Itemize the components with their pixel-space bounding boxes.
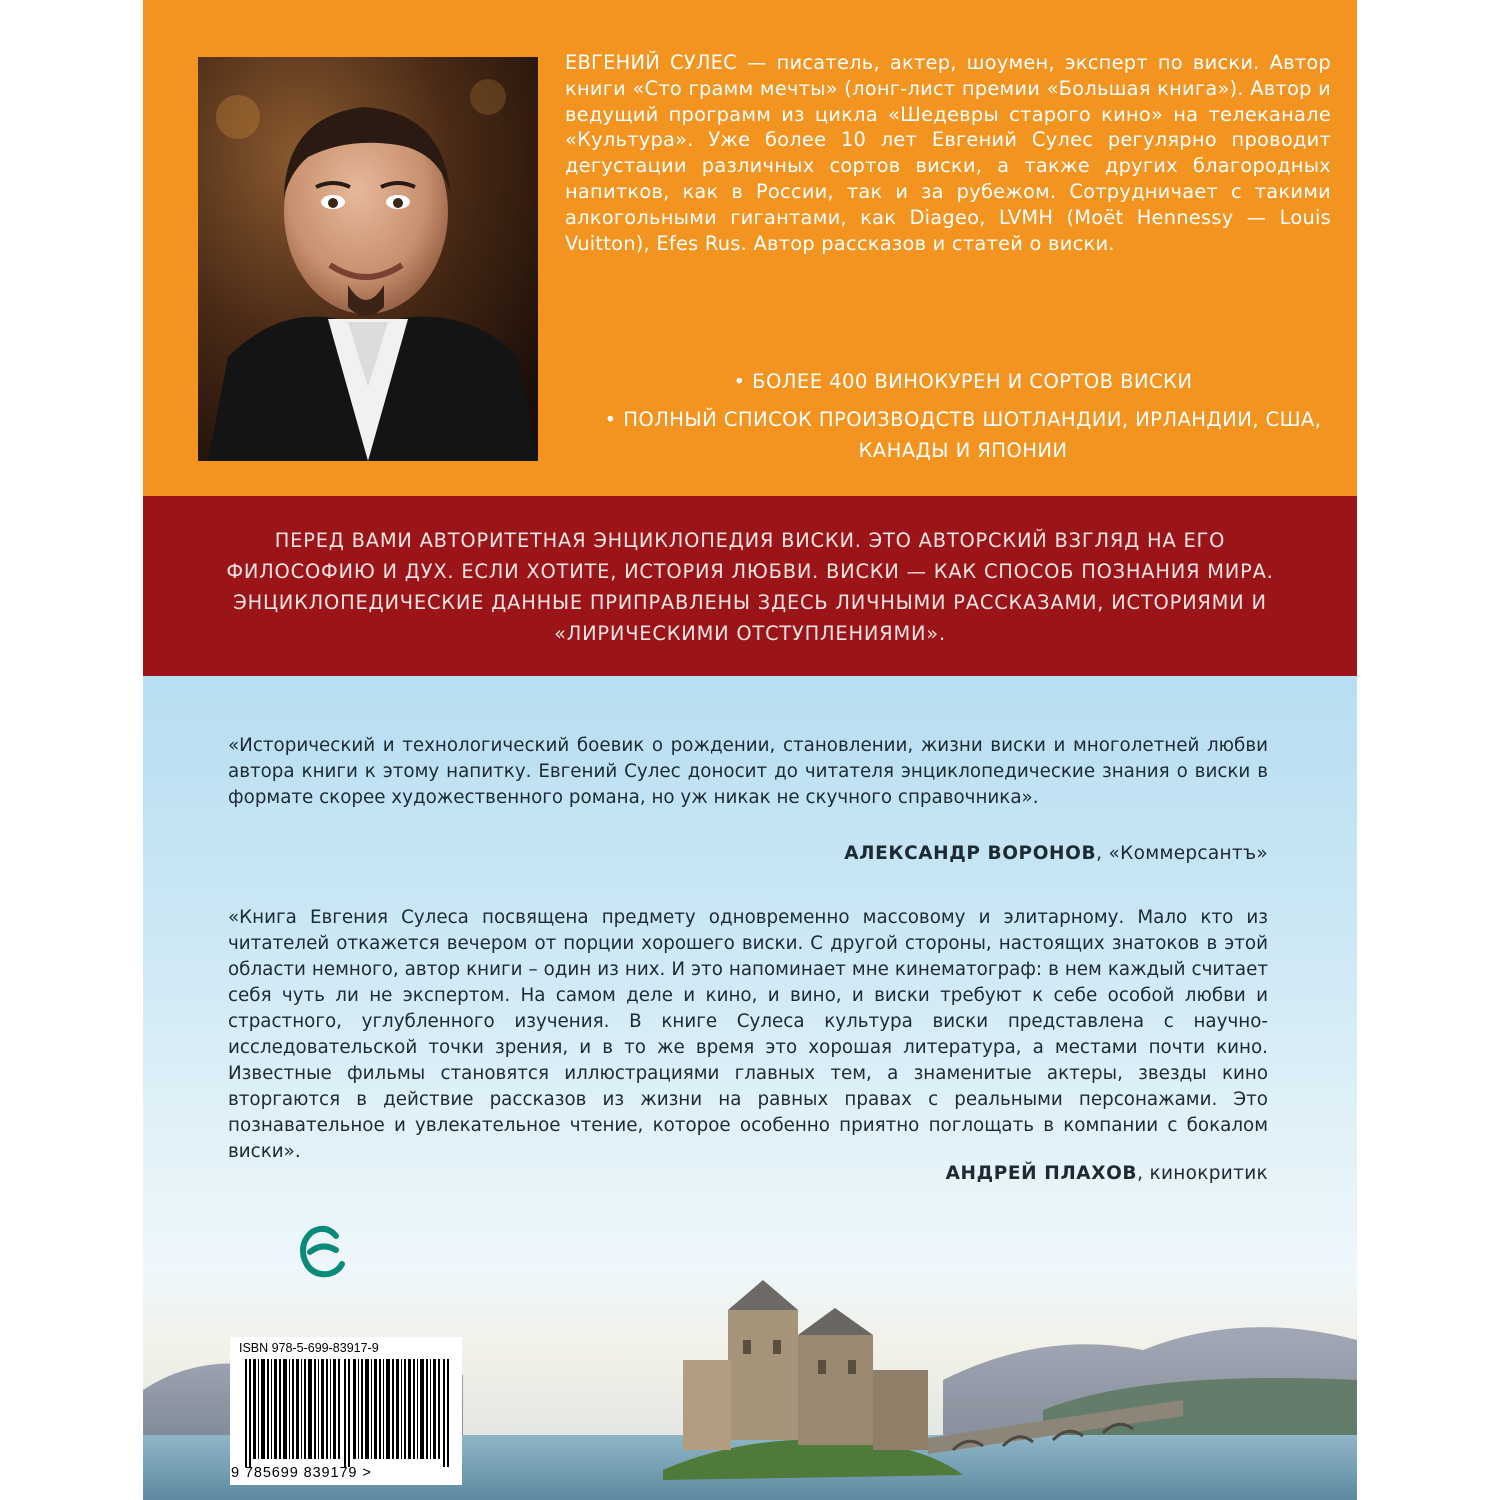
author-name: ЕВГЕНИЙ СУЛЕС	[565, 51, 737, 74]
author-bio	[565, 50, 1331, 256]
review-quote: «Книга Евгения Сулеса посвящена предмету одновременно массовому и элитарному. Мало кто из читателей откажется вечером от порции хорошего виски. С другой стороны, настоящих знатоков в этой области немного, автор книги – один из них. И это напоминает мне кинематограф: в нем каждый считает себя чуть ли не экспертом. На самом деле и кино, и вино, и виски требуют к себе особой любви и страстного, углубленного изучения. В книге Сулеса культура виски представлена с научно-исследовательской точки зрения, и в то же время это хорошая литература, а местами почти кино. Известные фильмы становятся иллюстрациями главных тем, а знаменитые актеры, звезды кино вторгаются в действие рассказов из жизни на равных правах с реальными персонажами. Это познавательное и увлекательное чтение, которое особенно приятно поглощать в компании с бокалом виски».	[228, 907, 1268, 1162]
author-photo	[198, 57, 538, 461]
review-quote: «Исторический и технологический боевик о рождении, становлении, жизни виски и многолетней любви автора книги к этому напитку. Евгений Сулес доносит до читателя энциклопедические знания о виски в формате скорее художественного романа, но уж никак не скучного справочника».	[228, 735, 1268, 808]
review-signature	[228, 843, 1268, 864]
barcode	[243, 1359, 455, 1467]
book-blurb: ПЕРЕД ВАМИ АВТОРИТЕТНАЯ ЭНЦИКЛОПЕДИЯ ВИСКИ. ЭТО АВТОРСКИЙ ВЗГЛЯД НА ЕГО ФИЛОСОФИЮ И ДУХ. ЕСЛИ ХОТИТЕ, ИСТОРИЯ ЛЮБВИ. ВИСКИ — КАК СПОСОБ ПОЗНАНИЯ МИРА. ЭНЦИКЛОПЕДИЧЕСКИЕ ДАННЫЕ ПРИПРАВЛЕНЫ ЗДЕСЬ ЛИЧНЫМИ РАССКАЗАМИ, ИСТОРИЯМИ И «ЛИРИЧЕСКИМИ ОТСТУПЛЕНИЯМИ».	[226, 529, 1274, 645]
book-back-cover	[143, 0, 1357, 1500]
feature-list	[603, 366, 1323, 473]
review-author: АНДРЕЙ ПЛАХОВ	[945, 1163, 1138, 1184]
feature-item: • ПОЛНЫЙ СПИСОК ПРОИЗВОДСТВ ШОТЛАНДИИ, ИРЛАНДИИ, США, КАНАДЫ И ЯПОНИИ	[604, 408, 1322, 462]
feature-item: • БОЛЕЕ 400 ВИНОКУРЕН И СОРТОВ ВИСКИ	[733, 370, 1193, 393]
review-author: АЛЕКСАНДР ВОРОНОВ	[844, 843, 1097, 864]
author-bio-text: — писатель, актер, шоумен, эксперт по виски. Автор книги «Сто грамм мечты» (лонг-лист премии «Большая книга»). Автор и ведущий программ из цикла «Шедевры старого кино» на телеканале «Культура». Уже более 10 лет Евгений Сулес регулярно проводит дегустации различных сортов виски, а также других благородных напитков, как в России, так и за рубежом. Сотрудничает с такими алкогольными гигантами, как Diageo, LVMH (Moët Hennessy — Louis Vuitton), Efes Rus. Автор рассказов и статей о виски.	[565, 51, 1331, 255]
isbn-label: ISBN 978-5-699-83917-9	[239, 1341, 379, 1355]
barcode-digits: 9 785699 839179 >	[231, 1465, 372, 1481]
review-source: , «Коммерсантъ»	[1096, 843, 1268, 864]
review-signature	[228, 1163, 1268, 1184]
eksmo-e-logo-icon	[296, 1220, 346, 1282]
review-source: , кинокритик	[1137, 1163, 1268, 1184]
